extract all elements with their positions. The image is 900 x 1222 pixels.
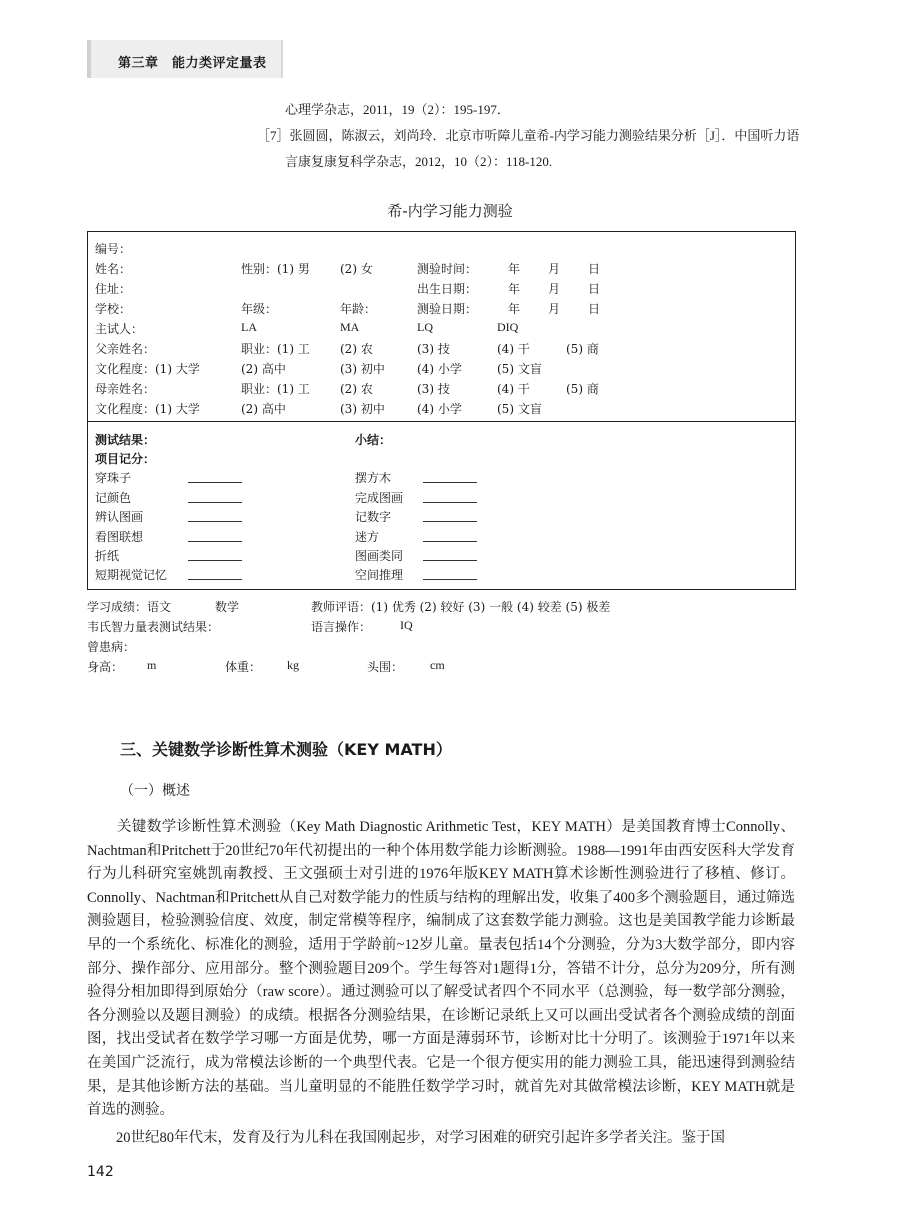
section-title: 三、关键数学诊断性算术测验（KEY MATH） [120,740,452,759]
form-field: 身高： [87,660,124,674]
form-field: 年 [508,302,521,316]
form-field: m [147,658,157,672]
score-item-label: 图画类同 [355,549,404,563]
form-field: (2) 高中 [241,362,286,376]
body-paragraph: 关键数学诊断性算术测验（Key Math Diagnostic Arithmetic Test，KEY MATH）是美国教育博士Connolly、Nachtman和Pritchett于20世纪70年代初提出的一种个体用数学能力诊断测验。1988—1991年由西安医科大学发育行为儿科研究室姚凯南教授、王文强硕士对引进的1976年版KEY MATH算术诊断性测验进行了移植、修订。Connolly、Nachtman和Pritchett从自己对数学能力的性质与结构的理解出发，收集了400多个测验题目，通过筛选测验题目，检验测验信度、效度，制定常模等程序，编制成了这套数学能力测验。这也是美国教学能力诊断最早的一个系统化、标准化的测验，适用于学龄前~12岁儿童。量表包括14个分测验，分为3大数学部分，即内容部分、操作部分、应用部分。整个测验题目209个。学生每答对1题得1分，答错不计分，总分为209分，所有测验得分相加即得到原始分（raw score）。通过测验可以了解受试者四个不同水平（总测验，每一数学部分测验，各分测验以及题目测验）的成绩。根据各分测验结果，在诊断记录纸上又可以画出受试者各个测验成绩的剖面图，找出受试者在数学学习哪一方面是优势，哪一方面是薄弱环节，诊断对比十分明了。该测验于1971年以来在美国广泛流行，成为常模法诊断的一个典型代表。它是一个很方便实用的能力测验工具，能迅速得到测验结果，是其他诊断方法的基础。当儿童明显的不能胜任数学学习时，就首先对其做常模法诊断，KEY MATH就是首选的测验。 [87,819,795,1119]
form-field: (3) 技 [417,382,450,396]
form-field: 学习成绩：语文 [87,600,172,614]
score-item-label: 记颜色 [95,491,132,505]
score-blank [423,541,477,542]
form-field: 职业：(1) 工 [241,342,310,356]
form-field: 曾患病： [87,640,136,654]
form-field: (2) 女 [340,262,373,276]
form-field: 主试人： [95,322,144,336]
form-field: 职业：(1) 工 [241,382,310,396]
score-blank [188,482,242,483]
form-field: cm [430,658,445,672]
reference-line: 言康复康复科学杂志，2012，10（2）：118-120. [285,154,553,169]
results-label: 测试结果： [95,433,156,447]
page-number: 142 [87,1164,114,1180]
form-field: LA [241,320,257,334]
form-field: 学校： [95,302,132,316]
score-blank [188,521,242,522]
subsection-title: （一）概述 [120,783,190,799]
score-blank [423,502,477,503]
score-blank [423,579,477,580]
form-field: (4) 干 [497,342,530,356]
summary-label: 小结： [355,433,392,447]
form-field: 数学 [215,600,240,614]
score-item-label: 迷方 [355,530,380,544]
form-field: (4) 小学 [417,402,462,416]
form-field: LQ [417,320,433,334]
form-field: (5) 文盲 [497,402,542,416]
form-field: 日 [588,302,601,316]
form-divider [87,421,796,422]
form-field: (3) 技 [417,342,450,356]
form-field: (3) 初中 [340,362,385,376]
score-item-label: 辨认图画 [95,510,144,524]
score-item-label: 摆方木 [355,471,392,485]
score-item-label: 折纸 [95,549,120,563]
form-field: 母亲姓名： [95,382,156,396]
reference-line: 心理学杂志，2011，19（2）：195-197． [285,102,510,117]
form-field: 年级： [241,302,278,316]
score-item-label: 记数字 [355,510,392,524]
form-field: DIQ [497,320,519,334]
form-field: 年 [508,282,521,296]
form-field: 体重： [225,660,262,674]
score-item-label: 短期视觉记忆 [95,568,168,582]
form-field: 父亲姓名： [95,342,156,356]
form-field: 语言操作： [311,620,372,634]
score-blank [188,560,242,561]
form-field: 文化程度：(1) 大学 [95,362,200,376]
form-field: 韦氏智力量表测试结果： [87,620,220,634]
score-item-label: 看图联想 [95,530,144,544]
items-label: 项目记分： [95,452,156,466]
form-field: 编号： [95,242,132,256]
form-field: (2) 农 [340,342,373,356]
form-field: kg [287,658,299,672]
table-title: 希-内学习能力测验 [387,202,513,220]
score-item-label: 穿珠子 [95,471,132,485]
form-field: 头围： [367,660,404,674]
chapter-title: 第三章 能力类评定量表 [118,56,267,71]
form-field: (4) 小学 [417,362,462,376]
form-field: MA [340,320,360,334]
form-field: 日 [588,282,601,296]
form-field: 性别：(1) 男 [241,262,310,276]
form-field: 年龄： [340,302,377,316]
score-blank [423,482,477,483]
score-blank [188,579,242,580]
form-field: (3) 初中 [340,402,385,416]
form-field: (5) 商 [566,342,599,356]
reference-line: ［7］张圆圆，陈淑云，刘尚玲．北京市听障儿童希-内学习能力测验结果分析［J］．中国听力语 [257,128,800,143]
form-field: 教师评语：(1) 优秀 (2) 较好 (3) 一般 (4) 较差 (5) 极差 [311,600,611,614]
form-field: (5) 商 [566,382,599,396]
form-field: 文化程度：(1) 大学 [95,402,200,416]
form-field: 出生日期： [417,282,478,296]
score-item-label: 空间推理 [355,568,404,582]
form-field: 日 [588,262,601,276]
form-field: (2) 高中 [241,402,286,416]
form-field: 月 [548,282,561,296]
score-blank [423,560,477,561]
form-field: 月 [548,262,561,276]
form-field: IQ [400,618,413,632]
form-field: (2) 农 [340,382,373,396]
form-field: 测验日期： [417,302,478,316]
score-blank [423,521,477,522]
form-field: (4) 干 [497,382,530,396]
form-field: 测验时间： [417,262,478,276]
body-paragraph: 20世纪80年代末，发育及行为儿科在我国刚起步，对学习困难的研究引起许多学者关注。鉴于国 [87,1130,725,1146]
score-item-label: 完成图画 [355,491,404,505]
form-field: 月 [548,302,561,316]
form-field: 姓名： [95,262,132,276]
score-blank [188,502,242,503]
score-blank [188,541,242,542]
form-field: (5) 文盲 [497,362,542,376]
form-field: 住址： [95,282,132,296]
form-field: 年 [508,262,521,276]
